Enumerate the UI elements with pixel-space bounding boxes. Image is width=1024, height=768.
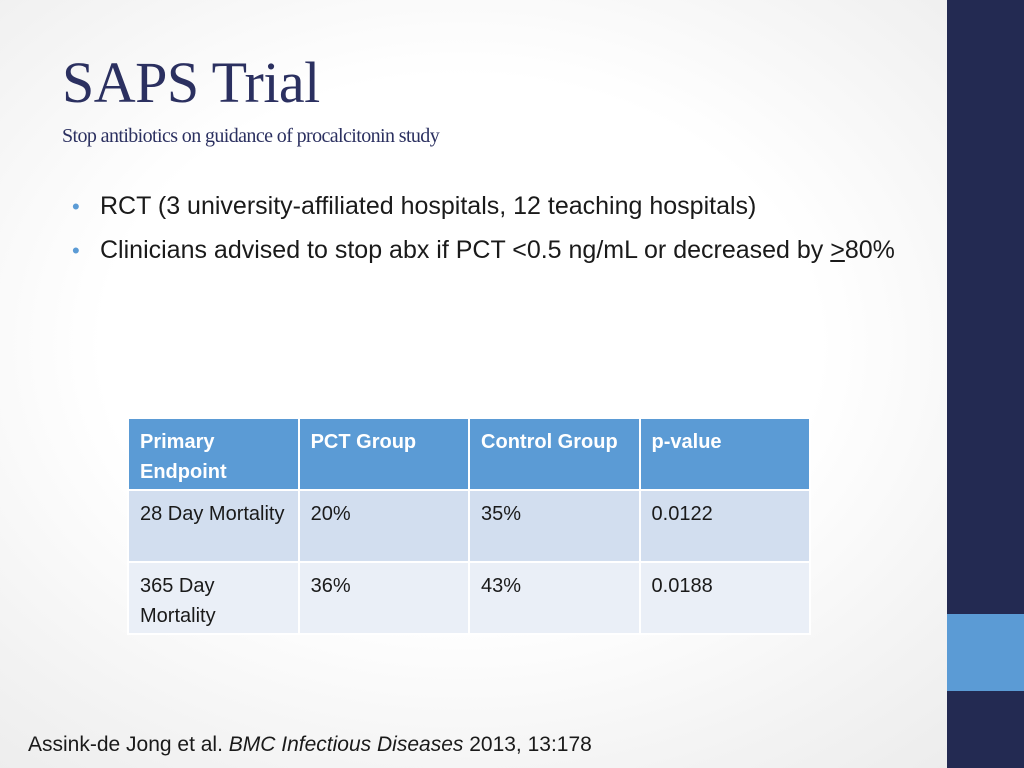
bullet-dot-icon: • [72,194,80,219]
citation [28,730,592,760]
greater-or-equal-symbol: > [830,236,845,264]
bullet-text-end: 80% [844,236,895,264]
header-pct-group: PCT Group [299,418,469,490]
citation-authors: Assink-de Jong et al. [28,733,229,756]
table-cell: 35% [469,490,640,562]
header-p-value: p-value [640,418,810,490]
endpoint-table [127,417,811,635]
sidebar-accent-block [947,614,1024,691]
table-cell: 28 Day Mortality [128,490,299,562]
citation-journal: BMC Infectious Diseases [228,733,464,756]
slide-title: SAPS Trial [62,50,320,115]
bullet-item [72,186,900,227]
bullet-text: RCT (3 university-affiliated hospitals, 12 teaching hospitals) [100,192,757,220]
table-cell: 20% [299,490,469,562]
table-cell: 36% [299,562,469,634]
bullet-item [72,230,900,271]
header-control-group: Control Group [469,418,640,490]
bullet-dot-icon: • [72,238,80,263]
table-cell: 365 Day Mortality [128,562,299,634]
header-primary-endpoint: Primary Endpoint [128,418,299,490]
citation-details: 2013, 13:178 [463,733,592,756]
bullet-text: Clinicians advised to stop abx if PCT <0.5 ng/mL or decreased by [100,236,831,264]
table-row [128,490,810,562]
table-header-row [128,418,810,490]
slide-subtitle: Stop antibiotics on guidance of procalcitonin study [62,125,440,147]
table-cell: 0.0122 [640,490,810,562]
table-cell: 0.0188 [640,562,810,634]
bullet-list [72,186,900,274]
table-row [128,562,810,634]
table-cell: 43% [469,562,640,634]
